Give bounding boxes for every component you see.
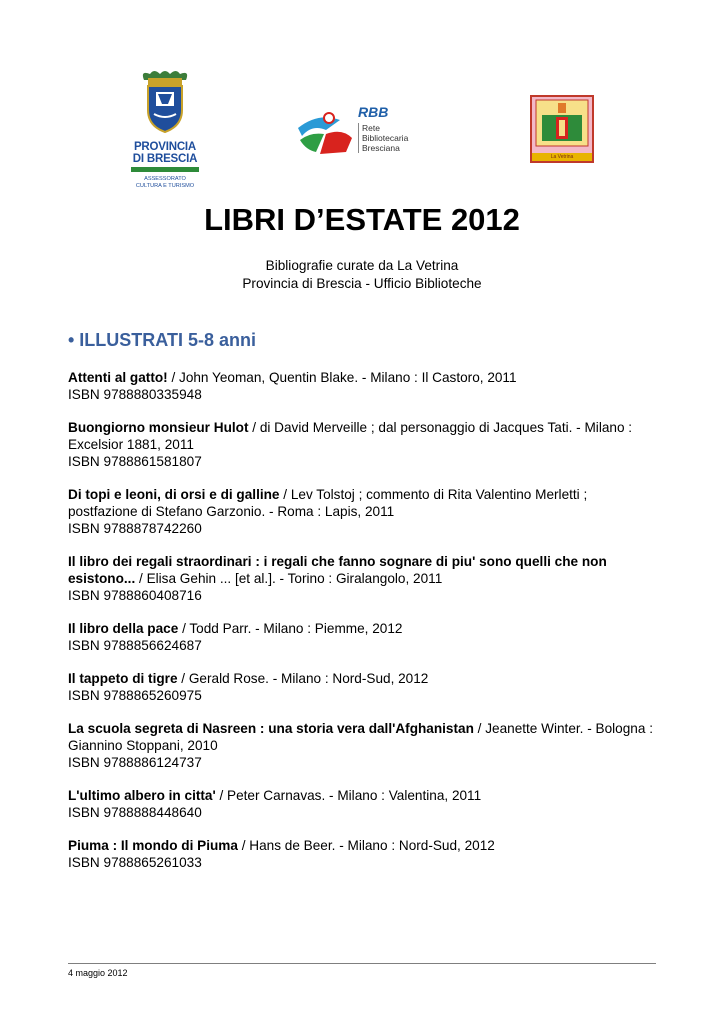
la-vetrina-logo <box>530 95 594 163</box>
list-item <box>68 620 658 654</box>
book-details: / Lev Tolstoj ; commento di Rita Valentino Merletti ; postfazione di Stefano Garzonio. - Roma : Lapis, 2011 <box>68 487 588 519</box>
book-isbn: ISBN 9788878742260 <box>68 521 202 536</box>
book-details: / Peter Carnavas. - Milano : Valentina, 2011 <box>215 788 482 803</box>
list-item <box>68 670 658 704</box>
book-details: / Jeanette Winter. - Bologna : Giannino Stoppani, 2010 <box>68 721 653 753</box>
book-isbn: ISBN 9788865261033 <box>68 855 202 870</box>
list-item <box>68 553 658 604</box>
list-item <box>68 720 658 771</box>
book-isbn: ISBN 9788880335948 <box>68 387 202 402</box>
book-details: / Todd Parr. - Milano : Piemme, 2012 <box>178 621 403 636</box>
list-item <box>68 787 658 821</box>
coat-of-arms-icon <box>134 66 196 136</box>
book-title: La scuola segreta di Nasreen : una storia vera dall'Afghanistan <box>68 721 474 736</box>
list-item <box>68 837 658 871</box>
provincia-green-bar <box>131 167 199 172</box>
book-isbn: ISBN 9788860408716 <box>68 588 202 603</box>
page-subtitle <box>0 257 724 293</box>
list-item <box>68 369 658 403</box>
provincia-name-line2: DI BRESCIA <box>132 153 198 165</box>
rbb-logo <box>296 104 436 156</box>
book-details: / Gerald Rose. - Milano : Nord-Sud, 2012 <box>177 671 429 686</box>
footer-date: 4 maggio 2012 <box>68 968 128 978</box>
book-isbn: ISBN 9788861581807 <box>68 454 202 469</box>
rbb-line1: Rete <box>362 123 380 133</box>
provincia-name-line1: PROVINCIA <box>133 141 197 153</box>
rbb-line3: Bresciana <box>362 143 400 153</box>
book-details: / Hans de Beer. - Milano : Nord-Sud, 2012 <box>237 838 495 853</box>
book-isbn: ISBN 9788865260975 <box>68 688 202 703</box>
bibliography-list <box>68 369 658 887</box>
book-title: Di topi e leoni, di orsi e di galline <box>68 487 280 502</box>
footer-divider <box>68 963 656 964</box>
book-title: L'ultimo albero in citta' <box>68 788 216 803</box>
book-title: Il libro dei regali straordinari : i regali che fanno sognare di piu' sono quelli che non esistono... <box>68 554 607 586</box>
list-item <box>68 486 658 537</box>
book-details: / Elisa Gehin ... [et al.]. - Torino : Giralangolo, 2011 <box>135 571 443 586</box>
book-title: Buongiorno monsieur Hulot <box>68 420 249 435</box>
rbb-line2: Bibliotecaria <box>362 133 409 143</box>
provincia-sub-line1: ASSESSORATO <box>144 176 186 182</box>
rbb-text-block <box>358 123 408 153</box>
book-isbn: ISBN 9788886124737 <box>68 755 202 770</box>
provincia-sub-line2: CULTURA E TURISMO <box>135 183 195 189</box>
subtitle-line2: Provincia di Brescia - Ufficio Biblioteche <box>242 276 482 291</box>
rbb-swoosh-icon <box>296 106 356 156</box>
page-title: LIBRI D’ESTATE 2012 <box>204 202 520 237</box>
book-details: / di David Merveille ; dal personaggio di Jacques Tati. - Milano : Excelsior 1881, 2011 <box>68 420 633 452</box>
book-title: Attenti al gatto! <box>68 370 168 385</box>
book-title: Il tappeto di tigre <box>68 671 178 686</box>
section-heading: • ILLUSTRATI 5-8 anni <box>68 330 256 350</box>
subtitle-line1: Bibliografie curate da La Vetrina <box>265 258 459 273</box>
book-isbn: ISBN 9788888448640 <box>68 805 202 820</box>
book-isbn: ISBN 9788856624687 <box>68 638 202 653</box>
vetrina-caption: La Vetrina <box>532 153 592 161</box>
book-details: / John Yeoman, Quentin Blake. - Milano : Il Castoro, 2011 <box>167 370 517 385</box>
book-title: Piuma : Il mondo di Piuma <box>68 838 238 853</box>
list-item <box>68 419 658 470</box>
provincia-brescia-logo <box>122 66 208 190</box>
book-title: Il libro della pace <box>68 621 179 636</box>
rbb-title: RBB <box>358 104 389 120</box>
